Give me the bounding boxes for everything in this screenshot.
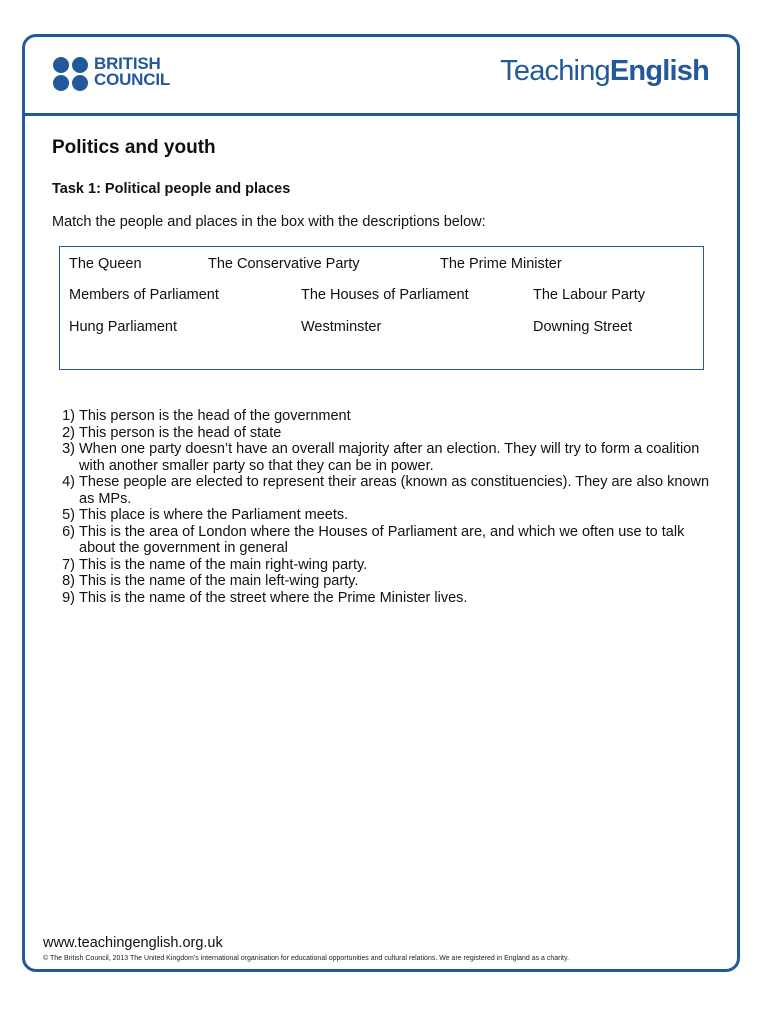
- question-number: 1): [62, 408, 75, 424]
- teaching-english-logo: [500, 55, 709, 88]
- worksheet-content: [52, 123, 710, 606]
- question-text: These people are elected to represent their areas (known as constituencies). They are also known as MPs.: [79, 474, 710, 507]
- question-number: 5): [62, 507, 75, 523]
- question-text: This person is the head of the government: [79, 408, 351, 424]
- word-item: Westminster: [301, 319, 382, 335]
- question-item: [52, 474, 710, 507]
- question-item: [52, 573, 710, 590]
- question-item: [52, 590, 710, 607]
- question-item: [52, 425, 710, 442]
- question-number: 7): [62, 556, 75, 573]
- word-item: The Houses of Parliament: [301, 287, 469, 303]
- word-item: Downing Street: [533, 319, 633, 335]
- question-number: 8): [62, 573, 75, 589]
- logo-english: English: [609, 55, 709, 87]
- question-text: When one party doesn’t have an overall majority after an election. They will try to form a coalition with another smaller party so that they can be in power.: [79, 441, 700, 474]
- word-item: The Prime Minister: [440, 256, 562, 272]
- word-item: The Conservative Party: [208, 256, 360, 272]
- page-frame: [22, 34, 740, 972]
- word-item: Hung Parliament: [69, 319, 177, 335]
- question-item: [52, 408, 710, 425]
- footer-copyright: © The British Council, 2013 The United Kingdom’s international organisation for educational opportunities and cultural relations. We are registered in England as a charity.: [43, 955, 569, 962]
- header-divider: [25, 113, 737, 116]
- question-text: This is the name of the main left-wing party.: [79, 573, 359, 589]
- question-item: [52, 524, 710, 557]
- question-list: [52, 408, 710, 606]
- question-number: 3): [62, 441, 75, 457]
- word-item: Members of Parliament: [69, 287, 219, 303]
- british-council-wordmark: BRITISH COUNCIL: [94, 54, 171, 89]
- question-item: [52, 507, 710, 524]
- question-text: This place is where the Parliament meets.: [79, 507, 349, 523]
- question-number: 9): [62, 589, 75, 606]
- british-council-logo: [53, 54, 183, 93]
- logo-teaching: Teaching: [500, 55, 610, 87]
- question-text: This person is the head of state: [79, 424, 282, 441]
- question-number: 6): [62, 523, 75, 540]
- question-number: 4): [62, 474, 75, 490]
- instruction-text: Match the people and places in the box with the descriptions below:: [52, 214, 486, 230]
- word-item: The Queen: [69, 256, 142, 272]
- question-text: This is the area of London where the Houses of Parliament are, and which we often use to talk about the government in general: [79, 523, 685, 556]
- question-item: [52, 441, 710, 474]
- page-title: Politics and youth: [52, 137, 216, 158]
- task-heading: Task 1: Political people and places: [52, 181, 291, 197]
- british-council-dots-icon: [53, 57, 91, 91]
- word-item: The Labour Party: [533, 287, 646, 303]
- word-box: [59, 246, 704, 370]
- question-item: [52, 557, 710, 574]
- question-text: This is the name of the main right-wing party.: [79, 556, 368, 573]
- question-number: 2): [62, 424, 75, 441]
- question-text: This is the name of the street where the Prime Minister lives.: [79, 589, 468, 606]
- footer-url-link[interactable]: www.teachingenglish.org.uk: [43, 935, 223, 951]
